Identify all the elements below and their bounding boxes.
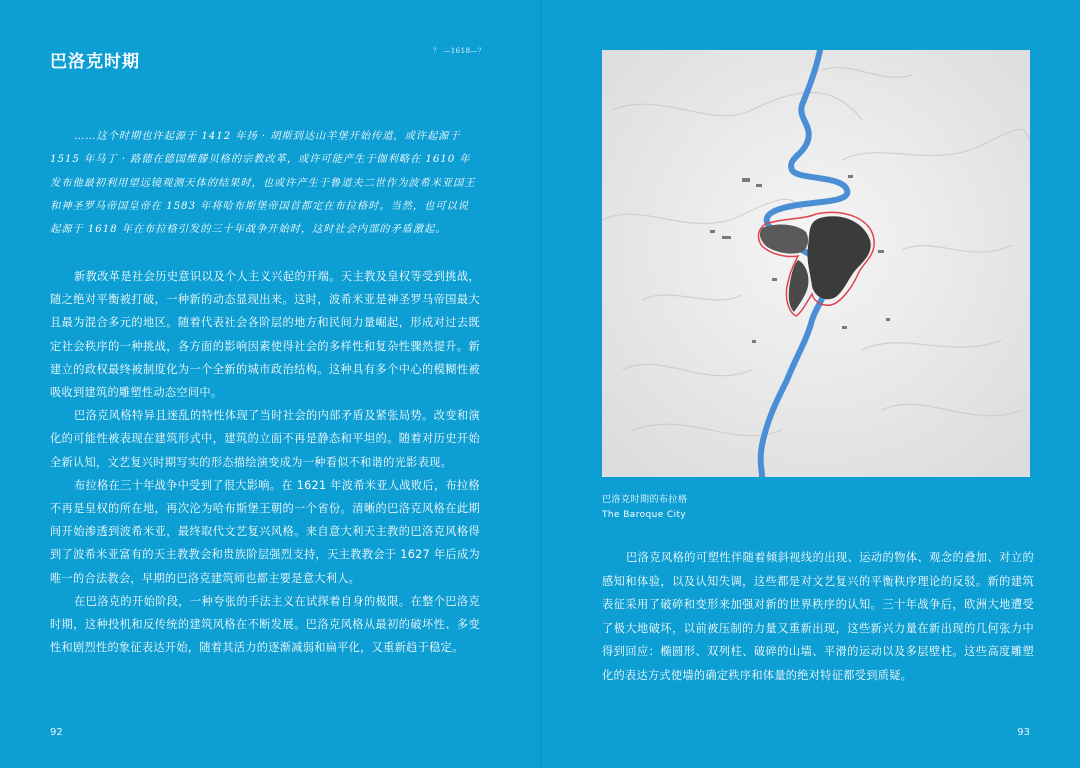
baroque-prague-map — [602, 50, 1030, 477]
page-number-left: 92 — [50, 727, 63, 738]
left-body-text — [50, 265, 480, 659]
right-body-text — [602, 546, 1034, 687]
right-page — [540, 0, 1080, 768]
page-number-right: 93 — [1017, 727, 1030, 738]
body-paragraph: 巴洛克风格特异且迷乱的特性体现了当时社会的内部矛盾及紧张局势。改变和演化的可能性被表现在建筑形式中，建筑的立面不再是静态和平坦的。随着对历史开始全新认知，文艺复兴时期写实的形态描绘演变成为一种看似不和谐的光影表现。 — [50, 409, 480, 469]
body-paragraph: 巴洛克风格的可塑性伴随着倾斜视线的出现、运动的物体、观念的叠加、对立的感知和体验，以及认知失调，这些都是对文艺复兴的平衡秩序理论的反驳。新的建筑表征采用了破碎和变形来加强对新的世界秩序的认知。三十年战争后，欧洲大地遭受了极大地破坏，以前被压制的力量又重新出现，这些新兴力量在新出现的几何张力中得到回应：椭圆形、双列柱、破碎的山墙、平滑的运动以及多层壁柱。这些高度雕塑化的表达方式使墙的确定秩序和体量的绝对特征都受到质疑。 — [602, 551, 1034, 682]
chapter-title: 巴洛克时期 — [50, 52, 140, 72]
map-caption-english: The Baroque City — [602, 510, 687, 520]
map-caption-chinese: 巴洛克时期的布拉格 — [602, 495, 688, 505]
intro-quote: ……这个时期也许起源于 1412 年扬 · 胡斯到达山羊堡开始传道，或许起源于 1515 年马丁 · 路德在德国维滕贝格的宗教改革，或许可能产生于伽利略在 1610 年发布他最初利用望远镜观测天体的结果时，也或许产生于鲁道夫二世作为波希米亚国王和神圣罗马帝国皇帝在 1583 年将哈布斯堡帝国首都定在布拉格时。当然，也可以说起源于 1618 年在布拉格引发的三十年战争开始时，这时社会内部的矛盾激起。 — [50, 130, 476, 236]
period-dates: ？ —1618—？ — [433, 47, 486, 55]
body-paragraph: 在巴洛克的开始阶段，一种夸张的手法主义在试探着自身的极限。在整个巴洛克时期，这种投机和反传统的建筑风格在不断发展。巴洛克风格从最初的破坏性、多变性和剧烈性的象征表达开始，随着其活力的逐渐减弱和扁平化，又重新趋于稳定。 — [50, 594, 480, 655]
body-paragraph: 布拉格在三十年战争中受到了很大影响。在 1621 年波希米亚人战败后，布拉格不再是皇权的所在地，再次沦为哈布斯堡王朝的一个省份。清晰的巴洛克风格在此期间开始渗透到波希米亚，最终取代文艺复兴风格。来自意大利天主教的巴洛克风格得到了波希米亚富有的天主教教会和贵族阶层强烈支持，天主教教会于 1627 年后成为唯一的合法教会，早期的巴洛克建筑师也都主要是意大利人。 — [50, 478, 480, 585]
map-illustration — [602, 50, 1030, 477]
body-paragraph: 新教改革是社会历史意识以及个人主义兴起的开端。天主教及皇权等受到挑战，随之绝对平衡被打破，一种新的动态显现出来。这时，波希米亚是神圣罗马帝国最大且最为混合多元的地区。随着代表社会各阶层的地方和民间力量崛起，形成对过去既定社会秩序的一种挑战，各方面的影响因素使得社会的多样性和复杂性骤然提升。新建立的政权最终被制度化为一个全新的城市政治结构。这种具有多个中心的模糊性被吸收到建筑的雕塑性动态空间中。 — [50, 270, 480, 400]
